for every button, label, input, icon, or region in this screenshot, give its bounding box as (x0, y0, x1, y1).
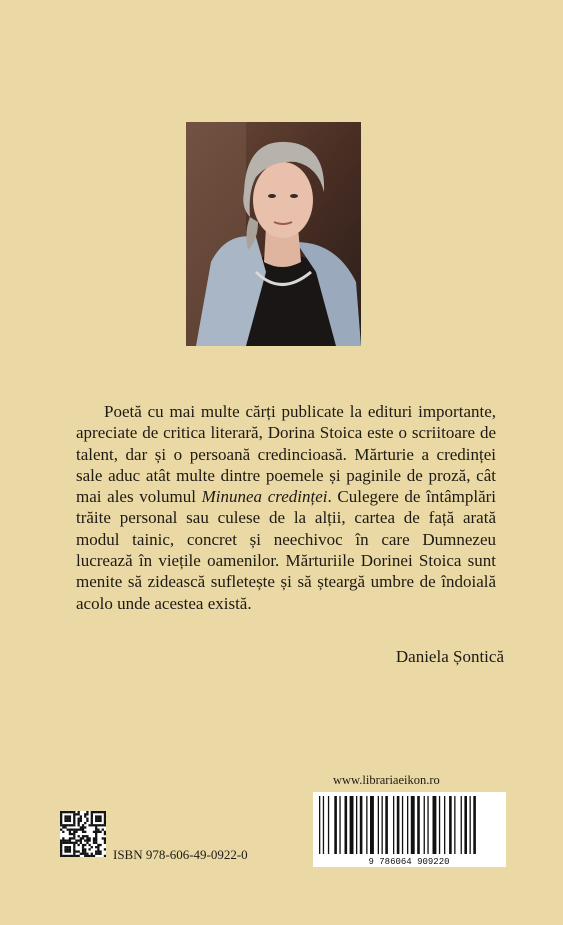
qr-module (91, 813, 93, 815)
qr-module (60, 846, 62, 848)
blurb-line-7: . Culegere de întâmplări trăite personal sau (76, 487, 497, 528)
qr-module (62, 811, 64, 813)
qr-module (104, 811, 106, 813)
barcode-bar (345, 796, 348, 854)
blurb-line-11: zidească sufletește și să șteargă umbre de îndoială acolo (76, 572, 497, 613)
qr-module (73, 815, 75, 817)
qr-module (82, 848, 84, 850)
qr-module (78, 824, 80, 826)
qr-module (73, 831, 75, 833)
qr-module (78, 818, 80, 820)
qr-module (73, 848, 75, 850)
qr-module (97, 831, 99, 833)
qr-module (82, 850, 84, 852)
isbn-barcode (313, 792, 506, 867)
qr-module (82, 844, 84, 846)
qr-module (73, 842, 75, 844)
qr-module (82, 846, 84, 848)
qr-module (69, 846, 71, 848)
qr-module (104, 818, 106, 820)
qr-module (60, 818, 62, 820)
barcode-bar (328, 796, 329, 854)
qr-module (60, 850, 62, 852)
qr-module (73, 833, 75, 835)
qr-module (91, 853, 93, 855)
qr-module (86, 818, 88, 820)
qr-module (64, 815, 66, 817)
qr-module (86, 811, 88, 813)
qr-module (73, 837, 75, 839)
author-photo (186, 122, 361, 346)
barcode-bar (360, 796, 363, 854)
qr-module (97, 811, 99, 813)
qr-module (86, 813, 88, 815)
qr-module (97, 818, 99, 820)
qr-module (60, 820, 62, 822)
qr-module (84, 848, 86, 850)
qr-code (60, 811, 106, 857)
qr-module (84, 815, 86, 817)
qr-module (73, 829, 75, 831)
qr-module (93, 855, 95, 857)
barcode-digits: 9 786064 909220 (368, 857, 450, 867)
barcode-bar (433, 796, 437, 854)
barcode-bar (417, 796, 420, 854)
qr-module (62, 831, 64, 833)
qr-module (86, 835, 88, 837)
qr-module (95, 837, 97, 839)
qr-module (75, 842, 77, 844)
qr-module (82, 829, 84, 831)
qr-module (97, 820, 99, 822)
qr-module (104, 855, 106, 857)
qr-module (97, 844, 99, 846)
qr-module (73, 850, 75, 852)
qr-module (71, 855, 73, 857)
barcode-bar (356, 796, 357, 854)
qr-module (78, 813, 80, 815)
qr-module (67, 850, 69, 852)
qr-module (67, 824, 69, 826)
qr-module (95, 826, 97, 828)
qr-module (91, 824, 93, 826)
qr-module (99, 820, 101, 822)
barcode-bar (393, 796, 394, 854)
qr-module (60, 842, 62, 844)
qr-module (73, 818, 75, 820)
qr-module (84, 839, 86, 841)
barcode-bar (461, 796, 462, 854)
qr-module (95, 811, 97, 813)
qr-module (84, 826, 86, 828)
qr-module (71, 833, 73, 835)
qr-module (104, 820, 106, 822)
qr-module (60, 813, 62, 815)
qr-module (99, 831, 101, 833)
qr-module (93, 824, 95, 826)
qr-module (86, 839, 88, 841)
qr-module (97, 850, 99, 852)
qr-module (84, 822, 86, 824)
blurb-line-12: unde acestea există. (117, 593, 252, 613)
qr-module (102, 829, 104, 831)
qr-module (91, 846, 93, 848)
qr-module (88, 837, 90, 839)
qr-module (64, 846, 66, 848)
qr-module (102, 824, 104, 826)
blurb-line-2: importante, apreciate de critica literară, Dorina Stoica (76, 402, 497, 443)
qr-module (78, 839, 80, 841)
qr-module (97, 848, 99, 850)
qr-module (69, 833, 71, 835)
qr-module (97, 853, 99, 855)
publisher-website: www.librariaeikon.ro (333, 773, 440, 787)
qr-module (88, 855, 90, 857)
book-title-part-1: Minunea (201, 487, 263, 507)
qr-module (95, 839, 97, 841)
qr-module (75, 839, 77, 841)
qr-module (67, 842, 69, 844)
barcode-bar (411, 796, 415, 854)
blurb-line-5: și paginile de proză, cât mai ales volumul (76, 465, 496, 507)
blurb-line-10: oamenilor. Mărturiile Dorinei Stoica sunt menite să (76, 551, 496, 592)
qr-module (62, 824, 64, 826)
qr-module (73, 853, 75, 855)
qr-module (64, 839, 66, 841)
qr-module (99, 844, 101, 846)
qr-module (71, 824, 73, 826)
barcode-bar (366, 796, 367, 854)
qr-module (64, 855, 66, 857)
qr-module (99, 824, 101, 826)
qr-module (99, 811, 101, 813)
qr-module (86, 855, 88, 857)
qr-module (80, 839, 82, 841)
qr-module (82, 831, 84, 833)
barcode-bar (350, 796, 354, 854)
barcode-bar (444, 796, 445, 854)
qr-module (95, 846, 97, 848)
qr-graphic (60, 811, 106, 857)
qr-module (69, 842, 71, 844)
qr-module (73, 820, 75, 822)
qr-module (80, 837, 82, 839)
qr-module (82, 835, 84, 837)
qr-module (64, 818, 66, 820)
qr-module (99, 818, 101, 820)
qr-module (102, 811, 104, 813)
qr-module (93, 839, 95, 841)
qr-module (64, 820, 66, 822)
qr-module (95, 818, 97, 820)
qr-module (75, 855, 77, 857)
qr-module (78, 820, 80, 822)
qr-module (93, 831, 95, 833)
qr-module (73, 846, 75, 848)
qr-module (80, 853, 82, 855)
qr-module (64, 850, 66, 852)
qr-module (91, 815, 93, 817)
qr-module (60, 844, 62, 846)
qr-module (95, 842, 97, 844)
qr-module (97, 815, 99, 817)
qr-module (69, 855, 71, 857)
qr-module (78, 835, 80, 837)
qr-module (86, 842, 88, 844)
qr-module (86, 837, 88, 839)
qr-module (80, 818, 82, 820)
barcode-bar (470, 796, 471, 854)
qr-module (62, 855, 64, 857)
qr-module (88, 839, 90, 841)
barcode-bar (424, 796, 425, 854)
qr-module (67, 815, 69, 817)
qr-module (91, 811, 93, 813)
qr-module (91, 822, 93, 824)
qr-module (67, 811, 69, 813)
qr-module (82, 853, 84, 855)
qr-module (60, 829, 62, 831)
blurb-author: Daniela Șontică (395, 647, 504, 666)
barcode-graphic (313, 792, 506, 867)
qr-module (104, 822, 106, 824)
qr-module (73, 835, 75, 837)
qr-module (104, 831, 106, 833)
qr-module (69, 818, 71, 820)
qr-module (62, 842, 64, 844)
qr-module (69, 850, 71, 852)
barcode-bar (454, 796, 455, 854)
barcode-bar (427, 796, 428, 854)
blurb-line-1: Poetă cu mai multe cărți publicate la edituri (104, 402, 413, 421)
qr-module (67, 839, 69, 841)
qr-module (84, 853, 86, 855)
qr-module (67, 818, 69, 820)
barcode-bar (323, 796, 324, 854)
barcode-bar (407, 796, 408, 854)
qr-module (91, 855, 93, 857)
qr-module (88, 844, 90, 846)
book-title-part-2: credinței (267, 487, 328, 507)
qr-module (60, 855, 62, 857)
qr-module (64, 848, 66, 850)
qr-module (84, 850, 86, 852)
qr-module (71, 837, 73, 839)
qr-module (62, 837, 64, 839)
qr-module (88, 824, 90, 826)
qr-module (73, 855, 75, 857)
qr-module (75, 829, 77, 831)
barcode-bar (370, 796, 374, 854)
qr-module (60, 839, 62, 841)
qr-module (64, 811, 66, 813)
qr-module (78, 855, 80, 857)
qr-module (93, 837, 95, 839)
qr-module (78, 829, 80, 831)
barcode-bar (382, 796, 383, 854)
qr-module (60, 811, 62, 813)
qr-module (95, 850, 97, 852)
qr-module (84, 855, 86, 857)
qr-module (78, 811, 80, 813)
qr-module (73, 813, 75, 815)
qr-module (91, 818, 93, 820)
qr-module (104, 815, 106, 817)
qr-module (95, 835, 97, 837)
barcode-bar (397, 796, 400, 854)
qr-module (75, 813, 77, 815)
qr-module (91, 820, 93, 822)
qr-module (84, 813, 86, 815)
qr-module (62, 826, 64, 828)
qr-module (69, 831, 71, 833)
blurb-line-9: concret și neechivoc în care Dumnezeu lucrează în viețile (76, 529, 496, 571)
qr-module (69, 820, 71, 822)
qr-module (88, 848, 90, 850)
qr-module (82, 826, 84, 828)
qr-module (97, 846, 99, 848)
blurb-line-3: este o scriitoare de talent, dar și o persoană credincioasă. (76, 423, 496, 464)
qr-module (75, 850, 77, 852)
qr-module (104, 839, 106, 841)
qr-module (95, 815, 97, 817)
qr-module (104, 833, 106, 835)
portrait-illustration (186, 122, 361, 346)
qr-module (69, 815, 71, 817)
qr-module (71, 829, 73, 831)
qr-module (95, 829, 97, 831)
qr-module (99, 850, 101, 852)
barcode-bar (339, 796, 340, 854)
qr-module (95, 833, 97, 835)
qr-module (69, 829, 71, 831)
qr-module (80, 815, 82, 817)
qr-module (104, 824, 106, 826)
barcode-bar (378, 796, 379, 854)
qr-module (78, 850, 80, 852)
qr-module (64, 842, 66, 844)
qr-module (93, 811, 95, 813)
qr-module (95, 820, 97, 822)
qr-module (69, 824, 71, 826)
qr-module (69, 848, 71, 850)
qr-module (95, 824, 97, 826)
book-description (76, 401, 496, 614)
barcode-bar (464, 796, 467, 854)
qr-module (60, 853, 62, 855)
qr-module (86, 853, 88, 855)
qr-module (78, 844, 80, 846)
qr-module (64, 824, 66, 826)
qr-module (69, 811, 71, 813)
qr-module (80, 829, 82, 831)
barcode-bar (473, 796, 476, 854)
qr-module (78, 822, 80, 824)
qr-module (99, 815, 101, 817)
qr-module (84, 831, 86, 833)
qr-module (62, 839, 64, 841)
qr-module (67, 848, 69, 850)
qr-module (60, 824, 62, 826)
barcode-bar (439, 796, 440, 854)
qr-module (73, 844, 75, 846)
qr-module (73, 811, 75, 813)
qr-module (67, 846, 69, 848)
qr-module (64, 826, 66, 828)
barcode-bar (385, 796, 388, 854)
barcode-bar (334, 796, 337, 854)
blurb-line-4: Mărturie a credinței sale aduc atât multe dintre poemele (76, 444, 496, 485)
qr-module (80, 820, 82, 822)
qr-module (82, 824, 84, 826)
qr-module (67, 829, 69, 831)
qr-module (102, 837, 104, 839)
qr-module (104, 837, 106, 839)
barcode-bar (402, 796, 403, 854)
qr-module (80, 826, 82, 828)
qr-module (86, 820, 88, 822)
qr-module (60, 822, 62, 824)
qr-module (93, 842, 95, 844)
qr-module (104, 813, 106, 815)
barcode-bar (449, 796, 452, 854)
qr-module (71, 842, 73, 844)
qr-module (71, 811, 73, 813)
qr-module (60, 815, 62, 817)
barcode-bar (319, 796, 320, 854)
qr-module (60, 848, 62, 850)
qr-module (67, 855, 69, 857)
qr-module (67, 820, 69, 822)
qr-module (69, 839, 71, 841)
qr-module (99, 853, 101, 855)
qr-module (104, 842, 106, 844)
qr-module (97, 829, 99, 831)
qr-module (104, 848, 106, 850)
qr-module (95, 853, 97, 855)
qr-module (95, 831, 97, 833)
blurb-line-8: culese de la alții, cartea de față arată modul tainic, (76, 508, 496, 549)
qr-module (69, 837, 71, 839)
qr-module (84, 835, 86, 837)
qr-module (80, 842, 82, 844)
qr-module (73, 822, 75, 824)
qr-module (84, 844, 86, 846)
qr-module (75, 831, 77, 833)
qr-module (82, 837, 84, 839)
qr-module (97, 824, 99, 826)
isbn-number: ISBN 978-606-49-0922-0 (113, 847, 248, 862)
qr-module (73, 824, 75, 826)
